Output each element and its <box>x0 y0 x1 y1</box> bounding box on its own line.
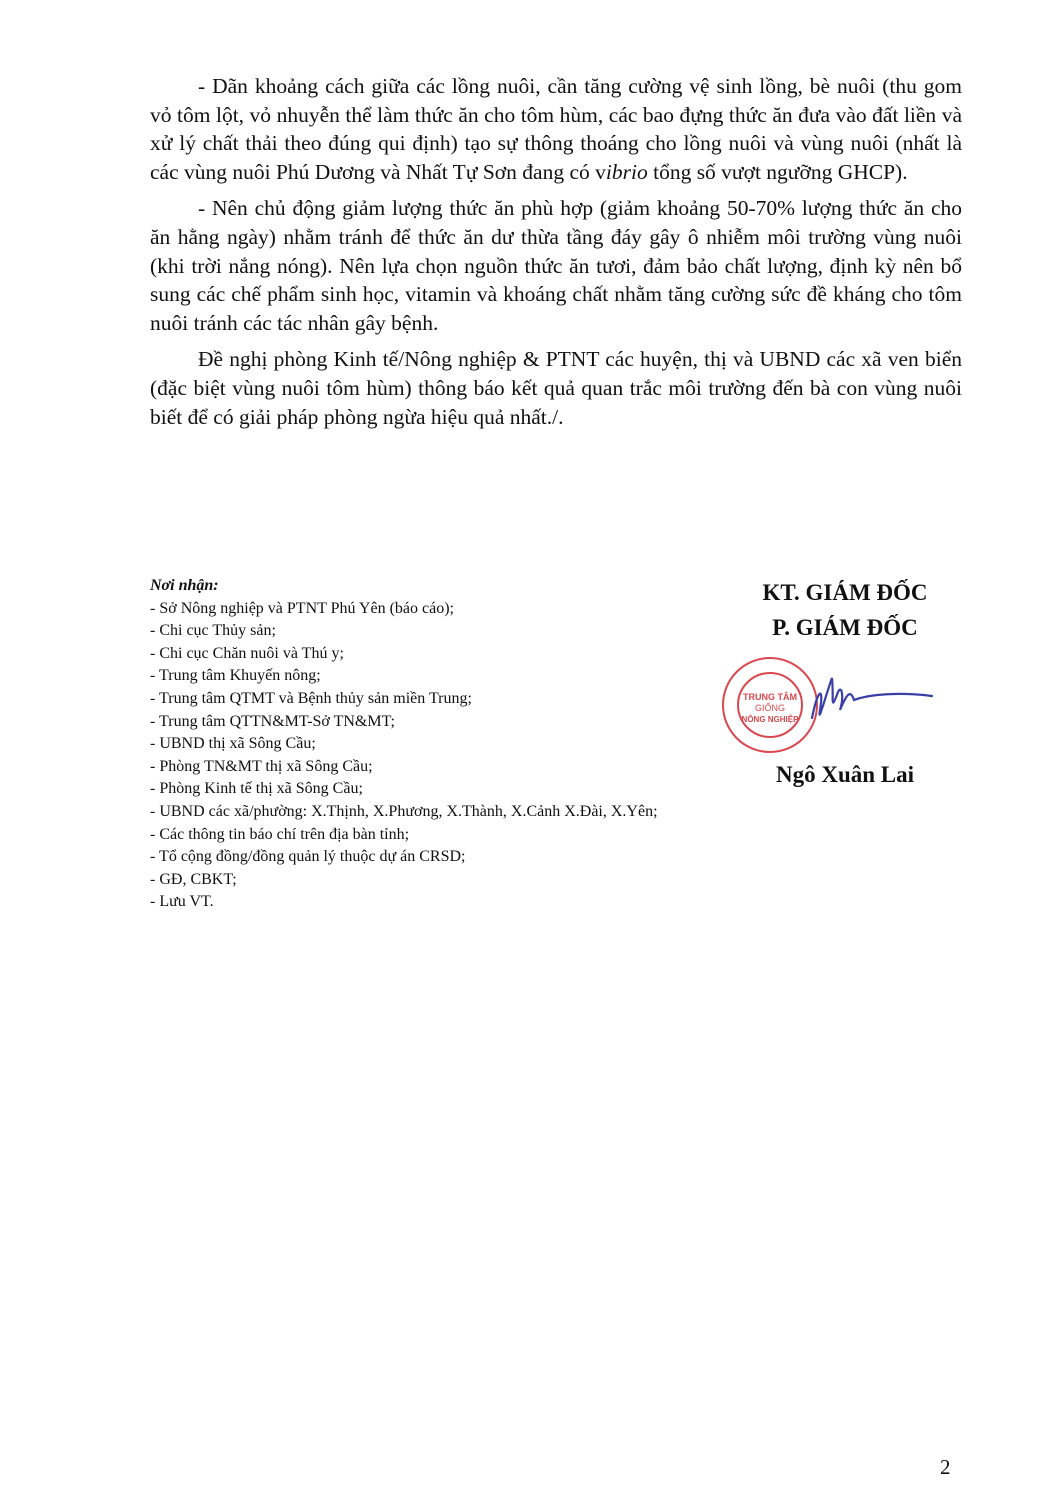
signature-title-line1: KT. GIÁM ĐỐC <box>762 580 928 605</box>
recipient-item: - Chi cục Thủy sản; <box>150 622 276 640</box>
signature-title-line2: P. GIÁM ĐỐC <box>772 615 918 640</box>
recipient-item: - UBND thị xã Sông Cầu; <box>150 735 316 753</box>
recipient-item: - GĐ, CBKT; <box>150 870 237 888</box>
paragraph-3 <box>150 345 962 431</box>
page-number: 2 <box>940 1455 951 1479</box>
recipient-item: - Phòng Kinh tế thị xã Sông Cầu; <box>150 780 363 798</box>
body-text <box>150 72 962 431</box>
paragraph-1 <box>150 72 962 186</box>
paragraph-1-text-a: - Dãn khoảng cách giữa các lồng nuôi, cần tăng cường vệ sinh lồng, bè nuôi (thu gom vỏ tôm lột, vỏ nhuyễn thể làm thức ăn cho tôm hùm, các bao đựng thức ăn đưa vào đất liền và xử lý chất thải theo đúng qui định) tạo sự thông thoáng cho lồng nuôi và vùng nuôi (nhất là các vùng nuôi Phú Dương và Nhất Tự Sơn đang có v <box>150 74 962 184</box>
svg-text:TRUNG TÂM: TRUNG TÂM <box>743 692 797 702</box>
recipient-item: - Trung tâm Khuyến nông; <box>150 667 321 685</box>
paragraph-2 <box>150 194 962 337</box>
signer-name: Ngô Xuân Lai <box>775 762 915 787</box>
signature-block <box>720 575 970 790</box>
recipient-item: - Tổ cộng đồng/đồng quản lý thuộc dự án CRSD; <box>150 848 466 866</box>
paragraph-1-text-b: tổng số vượt ngưỡng GHCP). <box>647 159 908 184</box>
svg-text:NÔNG NGHIỆP: NÔNG NGHIỆP <box>741 715 799 724</box>
paragraph-2-text: - Nên chủ động giảm lượng thức ăn phù hợp (giảm khoảng 50-70% lượng thức ăn cho ăn hằng ngày) nhằm tránh để thức ăn dư thừa tầng đáy gây ô nhiễm môi trường vùng nuôi (khi trời nắng nóng). Nên lựa chọn nguồn thức ăn tươi, đảm bảo chất lượng, định kỳ nên bổ sung các chế phẩm sinh học, vitamin và khoáng chất nhằm tăng cường sức đề kháng cho tôm nuôi tránh các tác nhân gây bệnh. <box>150 196 962 335</box>
recipient-item: - Phòng TN&MT thị xã Sông Cầu; <box>150 757 373 775</box>
svg-text:GIỐNG: GIỐNG <box>754 703 786 713</box>
recipient-item: - Lưu VT. <box>150 893 214 911</box>
recipient-item: - UBND các xã/phường: X.Thịnh, X.Phương, X.Thành, X.Cảnh X.Đài, X.Yên; <box>150 802 658 820</box>
recipients-block <box>150 575 710 914</box>
official-stamp-icon <box>720 648 970 758</box>
recipient-item: - Sở Nông nghiệp và PTNT Phú Yên (báo cáo); <box>150 599 454 617</box>
recipient-item: - Trung tâm QTTN&MT-Sở TN&MT; <box>150 712 395 730</box>
recipient-item: - Trung tâm QTMT và Bệnh thủy sản miền Trung; <box>150 689 472 707</box>
paragraph-3-text: Đề nghị phòng Kinh tế/Nông nghiệp & PTNT các huyện, thị và UBND các xã ven biển (đặc biệt vùng nuôi tôm hùm) thông báo kết quả quan trắc môi trường đến bà con vùng nuôi biết để có giải pháp phòng ngừa hiệu quả nhất./. <box>150 347 962 429</box>
recipient-item: - Chi cục Chăn nuôi và Thú y; <box>150 644 344 662</box>
recipients-title: Nơi nhận: <box>150 577 219 594</box>
paragraph-1-italic-term: ibrio <box>605 159 648 184</box>
recipient-item: - Các thông tin báo chí trên địa bàn tỉnh; <box>150 825 410 843</box>
stamp-and-signature <box>720 648 970 758</box>
